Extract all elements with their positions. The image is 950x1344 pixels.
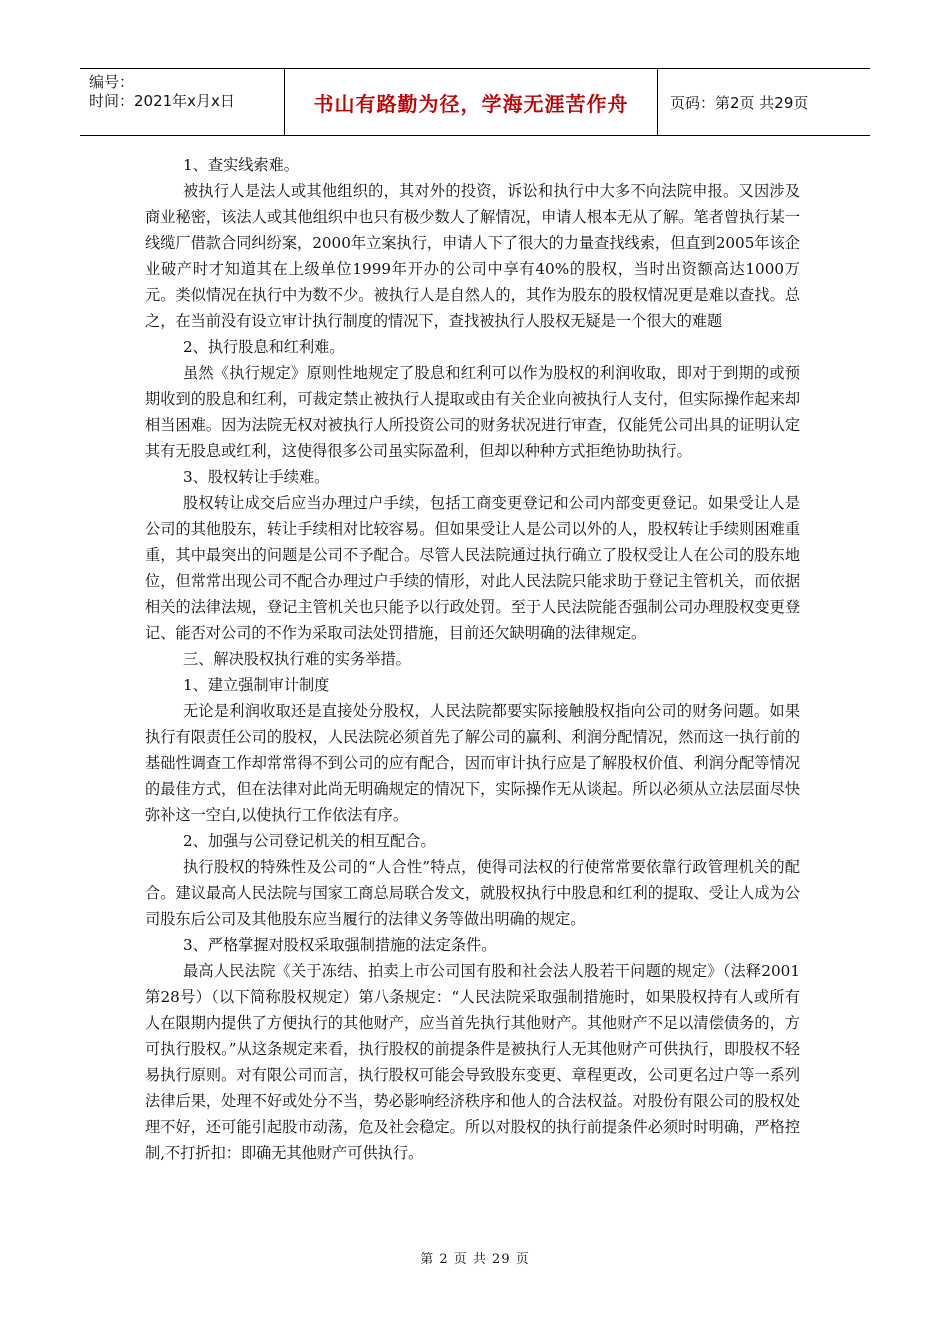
body-paragraph: 无论是利润收取还是直接处分股权，人民法院都要实际接触股权指向公司的财务问题。如果执行有限责任公司的股权，人民法院必须首先了解公司的赢利、利润分配情况，然而这一执行前的基础性调查工作却常常得不到公司的应有配合，因而审计执行应是了解股权价值、利润分配等情况的最佳方式，但在法律对此尚无明确规定的情况下，实际操作无从谈起。所以必须从立法层面尽快弥补这一空白,以使执行工作依法有序。 <box>145 702 800 824</box>
section-heading: 2、加强与公司登记机关的相互配合。 <box>183 832 436 850</box>
header-meta <box>80 69 285 135</box>
section-heading: 三、解决股权执行难的实务举措。 <box>183 650 411 668</box>
body-paragraph: 股权转让成交后应当办理过户手续，包括工商变更登记和公司内部变更登记。如果受让人是公司的其他股东，转让手续相对比较容易。但如果受让人是公司以外的人，股权转让手续则困难重重，其中最突出的问题是公司不予配合。尽管人民法院通过执行确立了股权受让人在公司的股东地位，但常常出现公司不配合办理过户手续的情形，对此人民法院只能求助于登记主管机关，而依据相关的法律法规，登记主管机关也只能予以行政处罚。至于人民法院能否强制公司办理股权变更登记、能否对公司的不作为采取司法处罚措施，目前还欠缺明确的法律规定。 <box>145 494 800 642</box>
document-body <box>145 152 800 1166</box>
body-paragraph: 执行股权的特殊性及公司的“人合性”特点，使得司法权的行使常常要依靠行政管理机关的配合。建议最高人民法院与国家工商总局联合发文，就股权执行中股息和红利的提取、受让人成为公司股东后公司及其他股东应当履行的法律义务等做出明确的规定。 <box>145 858 800 928</box>
section-heading: 3、严格掌握对股权采取强制措施的法定条件。 <box>183 936 497 954</box>
header-motto: 书山有路勤为径，学海无涯苦作舟 <box>285 69 658 135</box>
section-heading: 1、建立强制审计制度 <box>183 676 330 694</box>
header-page-info: 页码：第2页 共29页 <box>670 93 809 112</box>
body-paragraph: 虽然《执行规定》原则性地规定了股息和红利可以作为股权的利润收取，即对于到期的或预期收到的股息和红利，可裁定禁止被执行人提取或由有关企业向被执行人支付，但实际操作起来却相当困难。因为法院无权对被执行人所投资公司的财务状况进行审查，仅能凭公司出具的证明认定其有无股息或红利，这使得很多公司虽实际盈利，但却以种种方式拒绝协助执行。 <box>145 364 800 460</box>
body-paragraph: 被执行人是法人或其他组织的，其对外的投资，诉讼和执行中大多不向法院申报。又因涉及商业秘密，该法人或其他组织中也只有极少数人了解情况，申请人根本无从了解。笔者曾执行某一线缆厂借款合同纠纷案，2000年立案执行，申请人下了很大的力量查找线索，但直到2005年该企业破产时才知道其在上级单位1999年开办的公司中享有40%的股权，当时出资额高达1000万元。类似情况在执行中为数不少。被执行人是自然人的，其作为股东的股权情况更是难以查找。总之，在当前没有设立审计执行制度的情况下，查找被执行人股权无疑是一个很大的难题 <box>145 182 800 330</box>
section-heading: 2、执行股息和红利难。 <box>183 338 345 356</box>
date-label: 时间：2021年x月x日 <box>89 92 235 110</box>
section-heading: 1、查实线索难。 <box>183 156 299 174</box>
number-label: 编号： <box>89 73 135 91</box>
section-heading: 3、股权转让手续难。 <box>183 468 330 486</box>
body-paragraph: 最高人民法院《关于冻结、拍卖上市公司国有股和社会法人股若干问题的规定》（法释2001第28号）（以下简称股权规定）第八条规定：“人民法院采取强制措施时，如果股权持有人或所有人在限期内提供了方便执行的其他财产，应当首先执行其他财产。其他财产不足以清偿债务的，方可执行股权。”从这条规定来看，执行股权的前提条件是被执行人无其他财产可供执行，即股权不轻易执行原则。对有限公司而言，执行股权可能会导致股东变更、章程更改，公司更名过户等一系列法律后果，处理不好或处分不当，势必影响经济秩序和他人的合法权益。对股份有限公司的股权处理不好，还可能引起股市动荡，危及社会稳定。所以对股权的执行前提条件必须时时明确，严格控制,不打折扣：即确无其他财产可供执行。 <box>145 962 800 1162</box>
page-footer: 第 2 页 共 29 页 <box>420 1252 530 1267</box>
page-header <box>80 68 870 136</box>
